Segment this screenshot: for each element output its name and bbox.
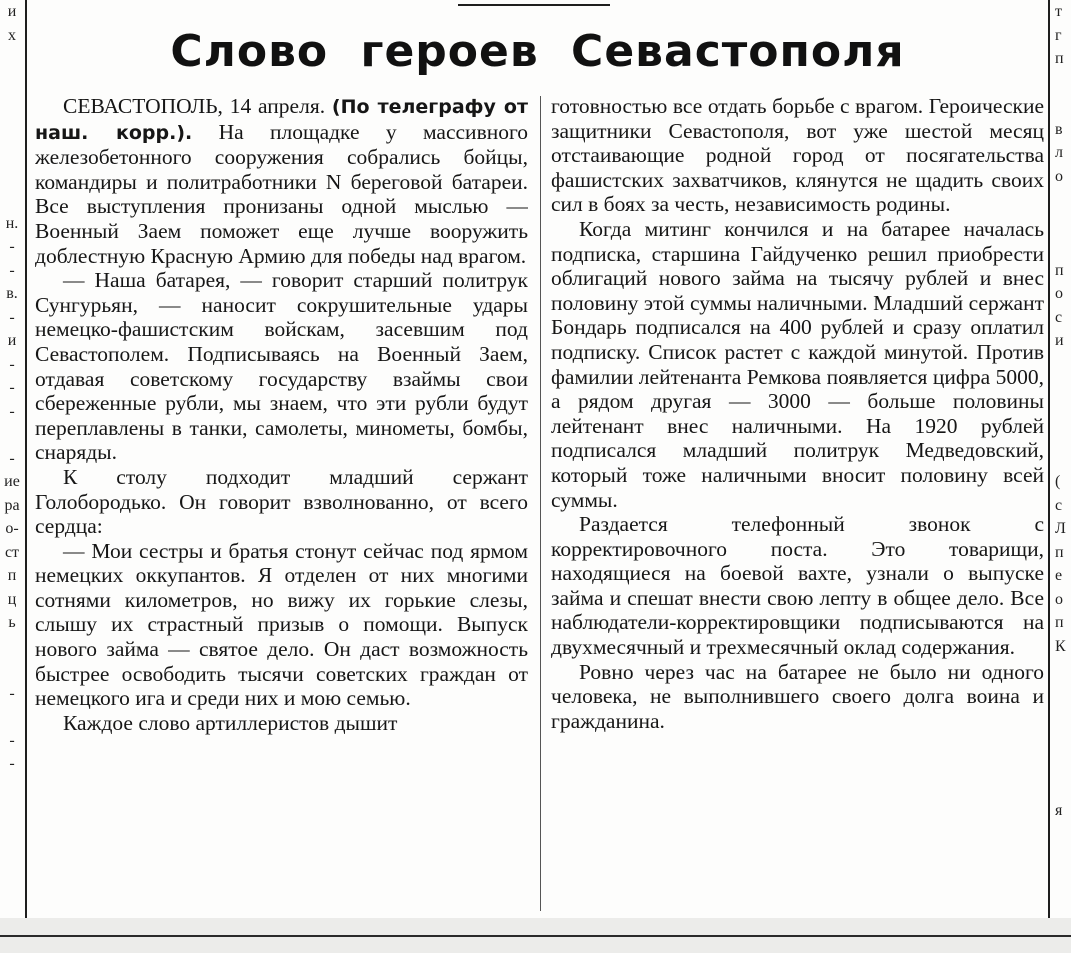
edge-fragment xyxy=(0,118,24,142)
article-paragraph-5-end: готовностью все отдать борьбе с врагом. Героические защитники Севастополя, вот уже шестой месяц отстаивающие родной город от посягательства фашистских захватчиков, клянутся не щадить своих сил в боях за честь, независимость родины. xyxy=(551,94,1044,217)
edge-fragment xyxy=(0,141,24,165)
edge-fragment: ( xyxy=(1055,473,1061,490)
edge-fragment xyxy=(0,635,24,659)
dateline: СЕВАСТОПОЛЬ, 14 апреля. xyxy=(63,94,326,118)
edge-fragment xyxy=(1055,71,1071,95)
edge-fragment: - xyxy=(9,238,15,255)
edge-fragment xyxy=(0,71,24,95)
article-column-right xyxy=(551,94,1044,733)
edge-fragment: о xyxy=(1055,590,1063,608)
article-paragraph-7: Раздается телефонный звонок с корректировочного поста. Это товарищи, находящиеся на боевой вахте, узнали о выпуске займа и спешат внести свою лепту в общее дело. Все наблюдатели-корректировщики подписываются на двухмесячный и трехмесячный оклад содержания. xyxy=(551,512,1044,660)
edge-fragment: о xyxy=(1055,285,1063,302)
article-paragraph-8: Ровно через час на батарее не было ни одного человека, не выполнившего своего долга воина и гражданина. xyxy=(551,659,1044,733)
edge-fragment xyxy=(0,188,24,212)
right-column-fragment xyxy=(1055,0,1071,920)
edge-fragment: с xyxy=(1055,496,1063,514)
edge-fragment: о- xyxy=(5,520,19,537)
edge-fragment: ц xyxy=(7,590,17,608)
edge-fragment: п xyxy=(7,567,17,584)
edge-fragment: ь xyxy=(8,614,16,631)
edge-fragment xyxy=(0,658,24,682)
article-paragraph-6: Когда митинг кончился и на батарее началась подписка, старшина Гайдученко решил приобрести облигаций нового займа на тысячу рублей и внес половину этой суммы наличными. Младший сержант Бондарь подписался на 400 рублей и сразу оплатил подписку. Список растет с каждой минутой. Против фамилии лейтенанта Ремкова появляется цифра 5000, а рядом другая — 3000 — больше половины лейтенант внес наличными. На 1920 рублей подписался младший политрук Медведовский, который тоже наличными вносит половину всей суммы. xyxy=(551,216,1044,512)
edge-fragment xyxy=(1055,705,1071,729)
edge-fragment xyxy=(0,165,24,189)
article-paragraph-1 xyxy=(35,94,528,268)
edge-fragment: я xyxy=(1055,802,1063,819)
paragraph-text: На площадке у массивного железобетонного сооружения собрались бойцы, командиры и политработники N береговой батареи. Все выступления пронизаны одной мыслью — Военный Заем поможет еще лучше вооружить доблестную Красную Армию для победы над врагом. xyxy=(35,119,528,268)
column-divider xyxy=(540,96,541,911)
edge-fragment xyxy=(1055,752,1071,776)
edge-fragment: в xyxy=(1055,120,1063,138)
edge-fragment: г xyxy=(1055,26,1062,44)
edge-fragment: К xyxy=(1055,637,1066,655)
edge-fragment: т xyxy=(1055,3,1062,20)
edge-fragment xyxy=(1055,212,1071,236)
edge-fragment xyxy=(1055,235,1071,259)
edge-fragment xyxy=(1055,94,1071,118)
article-column-left xyxy=(35,94,528,735)
source-credit: (По телеграфу от наш. корр.). xyxy=(35,96,528,144)
edge-fragment: ст xyxy=(4,543,20,561)
article-paragraph-3: К столу подходит младший сержант Голобородько. Он говорит взволнованно, от всего сердца: xyxy=(35,464,528,539)
edge-fragment xyxy=(1055,682,1071,706)
edge-fragment: - xyxy=(9,355,15,373)
edge-fragment: п xyxy=(1055,614,1064,631)
headline: Слово героев Севастополя xyxy=(170,26,905,77)
edge-fragment: л xyxy=(1055,144,1063,161)
edge-fragment: и xyxy=(1055,332,1064,349)
edge-fragment: Л xyxy=(1055,520,1066,537)
edge-fragment: - xyxy=(9,261,15,279)
article-paragraph-5-start: Каждое слово артиллеристов дышит xyxy=(63,710,398,735)
edge-fragment: - xyxy=(9,755,15,772)
top-divider xyxy=(458,4,610,6)
left-column-fragment xyxy=(0,0,24,920)
edge-fragment: - xyxy=(9,379,15,396)
edge-fragment xyxy=(0,94,24,118)
edge-fragment xyxy=(1055,776,1071,800)
edge-fragment xyxy=(1055,376,1071,400)
edge-fragment xyxy=(1055,423,1071,447)
edge-fragment: х xyxy=(8,26,16,44)
edge-fragment xyxy=(1055,400,1071,424)
edge-fragment: - xyxy=(9,731,15,749)
edge-fragment: и xyxy=(7,332,17,349)
article-paragraph-4: — Мои сестры и братья стонут сейчас под ярмом немецких оккупантов. Я отделен от них многими сотнями километров, но вижу их горькие слезы, слышу их страстный призыв о помощи. Выпуск нового займа — святое дело. Он даст возможность быстрее освободить тысячи советских граждан от немецкого ига и среди них и мою семью. xyxy=(35,538,528,711)
right-column-rule xyxy=(1048,0,1050,918)
edge-fragment: - xyxy=(9,402,15,420)
edge-fragment xyxy=(1055,353,1071,377)
edge-fragment: - xyxy=(9,308,15,326)
edge-fragment xyxy=(1055,447,1071,471)
edge-fragment: ра xyxy=(4,496,20,514)
edge-fragment xyxy=(0,705,24,729)
edge-fragment: н. xyxy=(5,214,19,232)
edge-fragment xyxy=(1055,188,1071,212)
edge-fragment: п xyxy=(1055,50,1064,67)
edge-fragment: - xyxy=(9,684,15,702)
edge-fragment: с xyxy=(1055,308,1063,326)
edge-fragment: п xyxy=(1055,543,1064,561)
edge-fragment: ие xyxy=(4,473,20,490)
edge-fragment: - xyxy=(9,449,15,467)
left-column-rule xyxy=(25,0,27,918)
edge-fragment xyxy=(1055,658,1071,682)
article-paragraph-2: — Наша батарея, — говорит старший политрук Сунгурьян, — наносит сокрушительные удары немецко-фашистским войскам, засевшим под Севастополем. Подписываясь на Военный Заем, отдавая советскому государству взаймы свои сбереженные рубли, мы знаем, что эти рубли будут переплавлены в танки, самолеты, минометы, бомбы, снаряды. xyxy=(35,268,528,465)
edge-fragment xyxy=(1055,729,1071,753)
edge-fragment: о xyxy=(1055,167,1063,185)
edge-fragment: и xyxy=(7,3,17,20)
edge-fragment: е xyxy=(1055,567,1063,584)
edge-fragment xyxy=(0,423,24,447)
edge-fragment: в. xyxy=(6,285,18,302)
edge-fragment xyxy=(0,47,24,71)
edge-fragment: п xyxy=(1055,261,1064,279)
bottom-rule xyxy=(0,935,1071,937)
